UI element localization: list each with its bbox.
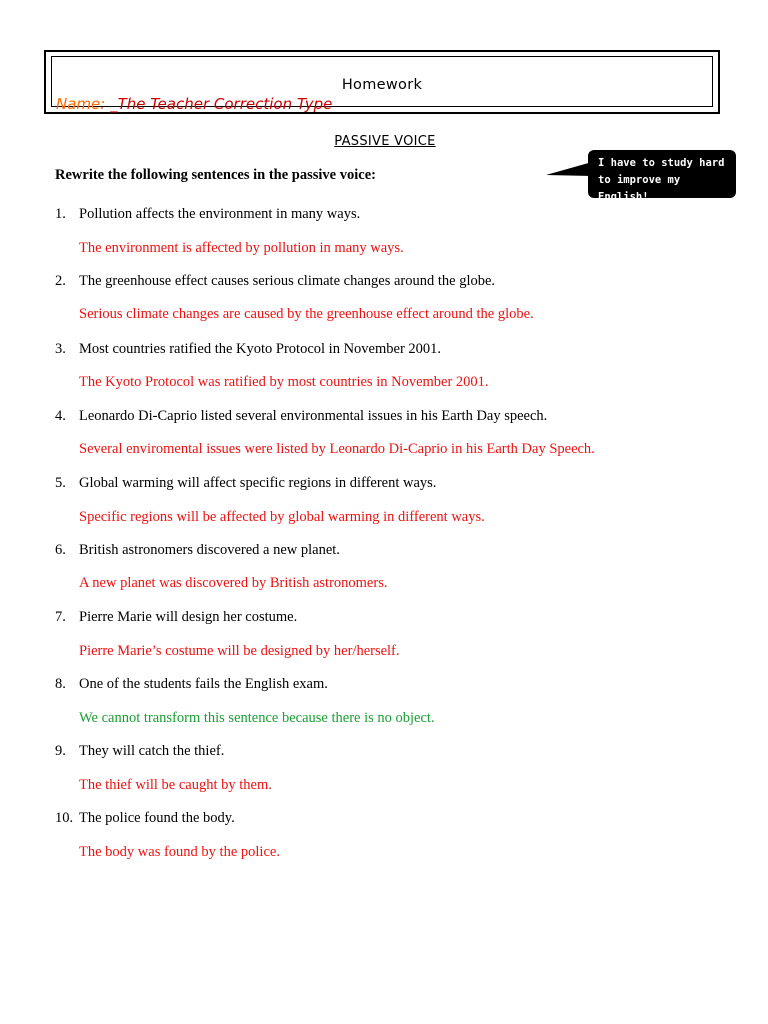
homework-title: Homework [341,77,423,93]
exercise-number: 3. [55,341,66,357]
exercise-sentence: Leonardo Di-Caprio listed several environmental issues in his Earth Day speech. [79,408,548,424]
answer-4: Several enviromental issues were listed by Leonardo Di-Caprio in his Earth Day Speech. [79,441,595,457]
exercise-sentence: The greenhouse effect causes serious climate changes around the globe. [79,273,496,289]
exercise-7 [55,609,297,626]
answer-10: The body was found by the police. [79,844,280,860]
answer-6: A new planet was discovered by British astronomers. [79,575,388,591]
exercise-10 [55,810,235,827]
exercise-9 [55,743,224,760]
header-inner-border [51,56,713,113]
answer-2: Serious climate changes are caused by the greenhouse effect around the globe. [79,306,534,322]
name-label: Name: [56,95,106,113]
answer-7: Pierre Marie’s costume will be designed by her/herself. [79,643,400,659]
exercise-6 [55,542,340,559]
header-box [44,50,720,114]
exercise-number: 5. [55,475,66,491]
speech-bubble-line-1: I have to study hard [598,157,725,169]
exercise-sentence: Most countries ratified the Kyoto Protocol in November 2001. [79,341,442,357]
exercise-number: 6. [55,542,66,558]
exercise-sentence: British astronomers discovered a new planet. [79,542,340,558]
exercise-number: 1. [55,206,66,222]
exercise-number: 2. [55,273,66,289]
exercise-1 [55,206,360,223]
answer-9: The thief will be caught by them. [79,777,272,793]
exercise-sentence: They will catch the thief. [79,743,225,759]
exercise-5 [55,475,436,492]
exercise-2 [55,273,495,290]
answer-8: We cannot transform this sentence because there is no object. [79,710,435,726]
exercise-3 [55,341,441,358]
speech-bubble-line-2: to improve my English! [598,174,681,203]
answer-1: The environment is affected by pollution in many ways. [79,240,404,256]
exercise-sentence: Global warming will affect specific regions in different ways. [79,475,437,491]
exercise-sentence: One of the students fails the English exam. [79,676,328,692]
section-title: PASSIVE VOICE [334,134,436,149]
exercise-4 [55,408,547,425]
exercise-sentence: Pierre Marie will design her costume. [79,609,298,625]
exercise-number: 10. [55,810,74,826]
exercise-8 [55,676,328,693]
exercise-number: 4. [55,408,66,424]
answer-3: The Kyoto Protocol was ratified by most countries in November 2001. [79,374,489,390]
exercise-number: 8. [55,676,66,692]
name-value: _The Teacher Correction Type [105,95,333,113]
answer-5: Specific regions will be affected by global warming in different ways. [79,509,485,525]
exercise-sentence: Pollution affects the environment in many ways. [79,206,361,222]
name-line [56,95,332,113]
instruction-text: Rewrite the following sentences in the passive voice: [55,167,376,183]
exercise-number: 7. [55,609,66,625]
speech-bubble [588,150,736,203]
exercise-number: 9. [55,743,66,759]
exercise-sentence: The police found the body. [79,810,235,826]
